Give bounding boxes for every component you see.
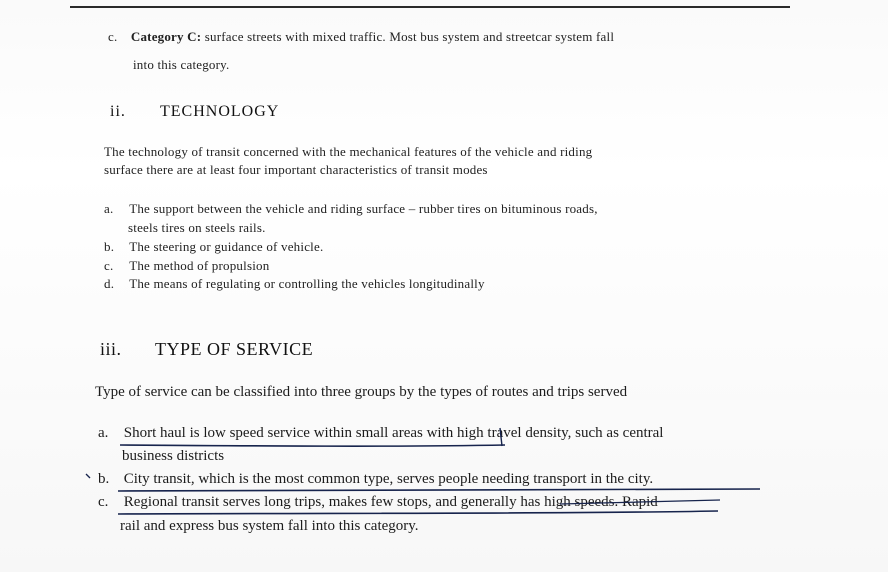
service-item-c-line2: rail and express bus system fall into this category.: [120, 518, 419, 534]
technology-item-a: [104, 201, 598, 217]
technology-item-b-label: b.: [104, 239, 115, 254]
technology-item-a-text: The support between the vehicle and riding surface – rubber tires on bituminous roads,: [129, 201, 598, 216]
service-item-a-label: a.: [98, 425, 109, 441]
type-of-service-number: iii.: [100, 339, 122, 359]
category-c-text: surface streets with mixed traffic. Most bus system and streetcar system fall: [204, 29, 615, 44]
category-c-line2: into this category.: [133, 57, 230, 72]
service-item-c: [98, 494, 658, 511]
service-item-a-text: Short haul is low speed service within small areas with high travel density, such as central: [123, 425, 664, 441]
technology-item-d: [104, 276, 485, 292]
category-c-title: Category C:: [130, 29, 202, 44]
technology-number: ii.: [110, 103, 126, 120]
type-of-service-heading: TYPE OF SERVICE: [155, 339, 314, 359]
service-item-c-text: Regional transit serves long trips, makes few stops, and generally has high speeds. Rapid: [123, 494, 658, 510]
top-rule: [70, 6, 790, 8]
service-item-b-text: City transit, which is the most common type, serves people needing transport in the city.: [123, 471, 654, 487]
underline-short-haul: [120, 445, 505, 446]
service-item-b: [98, 471, 653, 488]
technology-heading: TECHNOLOGY: [160, 103, 280, 120]
technology-item-d-label: d.: [104, 276, 115, 291]
technology-item-a-line2: steels tires on steels rails.: [128, 220, 266, 235]
technology-item-b: [104, 239, 323, 255]
technology-item-d-text: The means of regulating or controlling the vehicles longitudinally: [129, 276, 485, 291]
technology-item-a-label: a.: [104, 201, 114, 216]
technology-item-c-text: The method of propulsion: [129, 258, 270, 273]
margin-tick-mark: [86, 474, 90, 478]
underline-city-transit: [118, 489, 760, 491]
service-item-a: [98, 425, 663, 442]
category-c-line1: [108, 29, 614, 45]
technology-item-c-label: c.: [104, 258, 114, 273]
type-of-service-intro: Type of service can be classified into three groups by the types of routes and trips served: [95, 384, 628, 400]
technology-intro-line1: The technology of transit concerned with the mechanical features of the vehicle and riding: [104, 144, 593, 159]
technology-item-c: [104, 258, 269, 274]
underline-regional-transit: [118, 511, 718, 514]
category-c-label: c.: [108, 29, 118, 44]
service-item-a-line2: business districts: [122, 448, 225, 464]
technology-item-b-text: The steering or guidance of vehicle.: [129, 239, 324, 254]
technology-intro-line2: surface there are at least four important characteristics of transit modes: [104, 162, 488, 177]
service-item-b-label: b.: [98, 471, 110, 487]
service-item-c-label: c.: [98, 494, 109, 510]
